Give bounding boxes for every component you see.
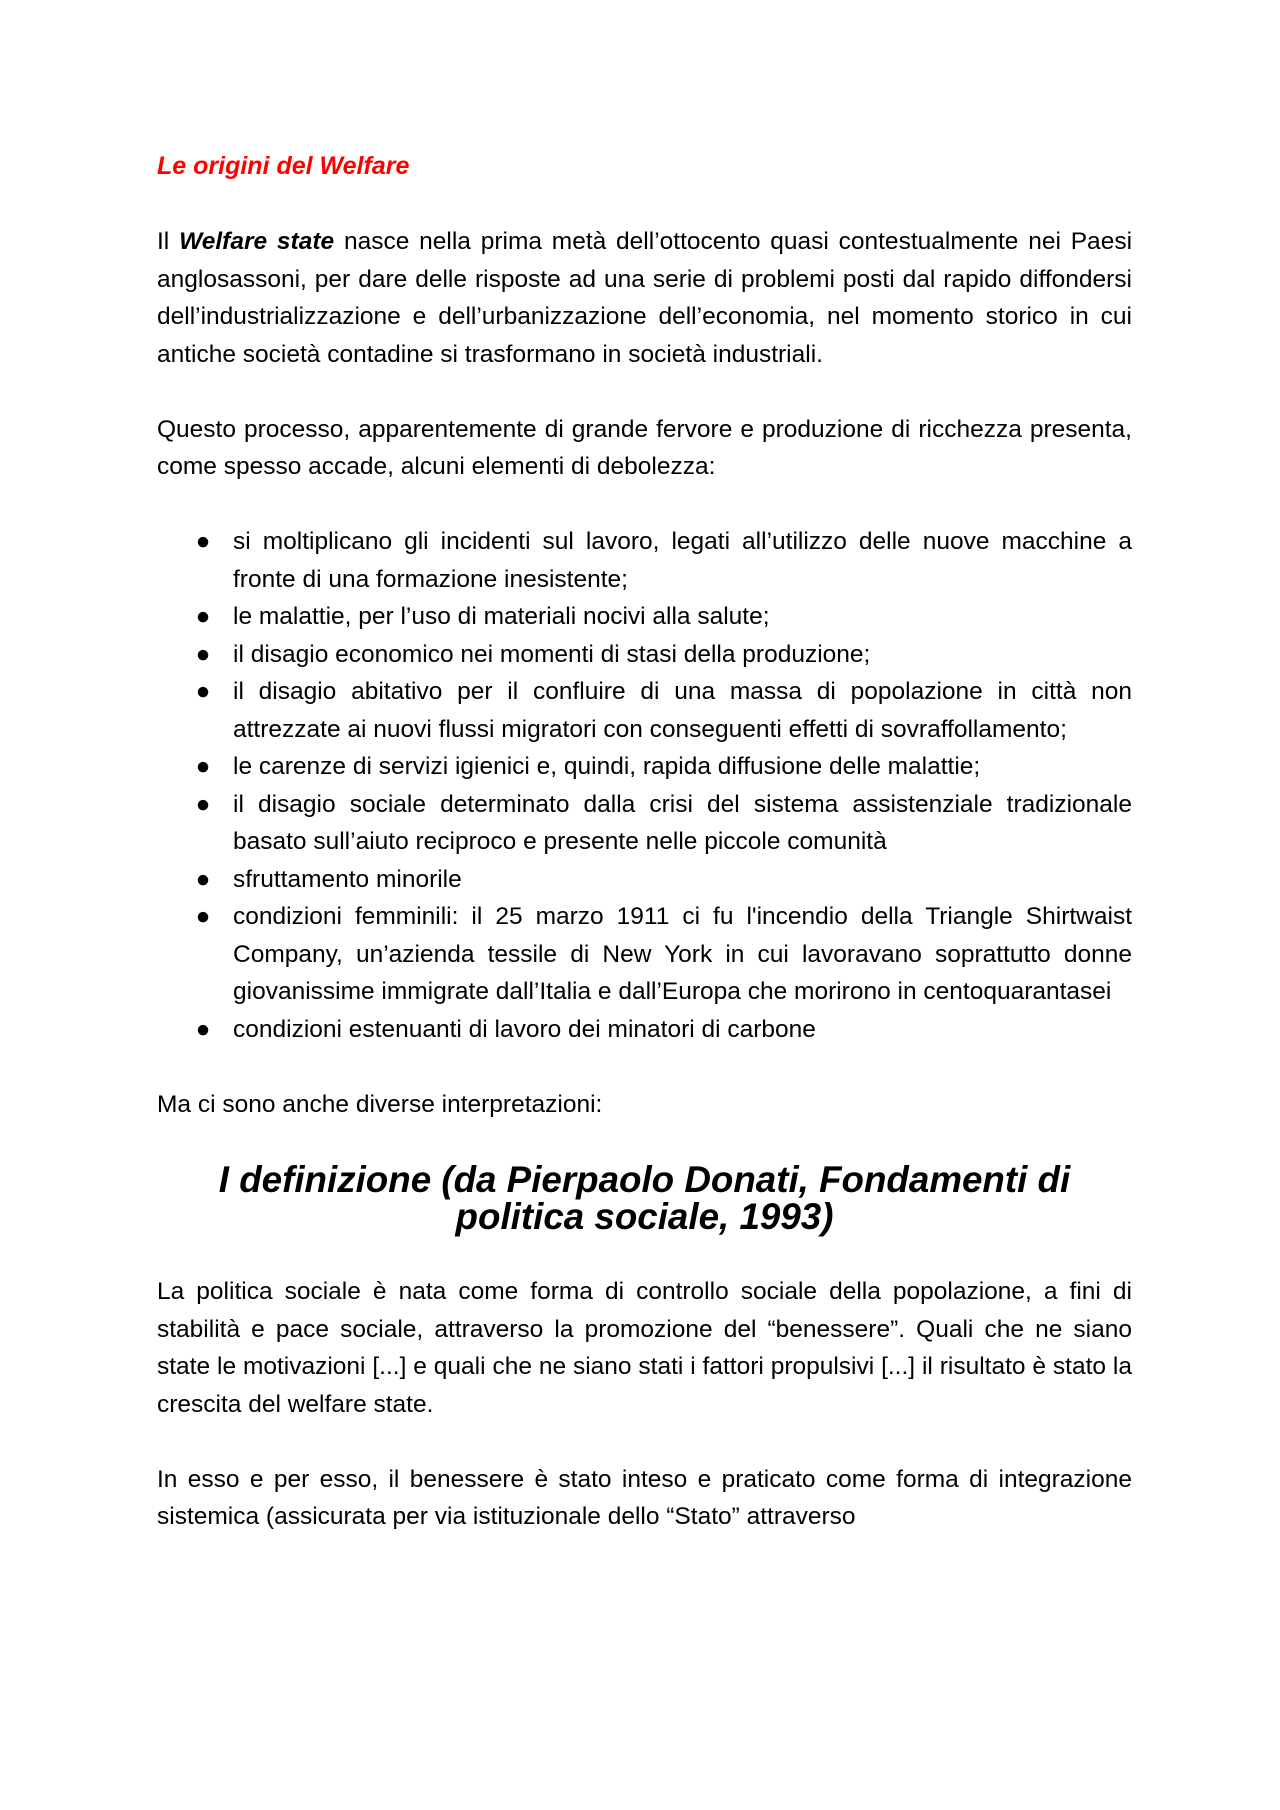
list-item-text: condizioni femminili: il 25 marzo 1911 ci fu l'incendio della Triangle Shirtwaist Company, un’azienda tessile di New York in cui lavoravano soprattutto donne giovanissime immigrate dall’Italia e dall’Europa che morirono in centoquarantasei	[233, 903, 1132, 1005]
intro-paragraph	[157, 223, 1132, 373]
document-page	[157, 148, 1132, 1536]
list-item	[157, 598, 1132, 636]
bullet-icon: ●	[195, 640, 211, 668]
intro-after: nasce nella prima metà dell’ottocento quasi contestualmente nei Paesi anglosassoni, per dare delle risposte ad una serie di problemi posti dal rapido diffondersi dell’industrializzazione e dell’urbanizzazione dell’economia, nel momento storico in cui antiche società contadine si trasformano in società industriali.	[157, 228, 1133, 368]
list-item	[157, 786, 1132, 861]
list-item-text: si moltiplicano gli incidenti sul lavoro, legati all’utilizzo delle nuove macchine a fronte di una formazione inesistente;	[233, 528, 1132, 593]
definition-heading: I definizione (da Pierpaolo Donati, Fondamenti di politica sociale, 1993)	[218, 1158, 1071, 1237]
bullet-icon: ●	[195, 528, 211, 555]
list-item	[157, 1011, 1132, 1049]
list-item	[157, 861, 1132, 899]
bullet-icon: ●	[195, 903, 211, 930]
list-item-text: sfruttamento minorile	[233, 865, 462, 893]
process-paragraph: Questo processo, apparentemente di grande fervore e produzione di ricchezza presenta, come spesso accade, alcuni elementi di debolezza:	[157, 415, 1132, 480]
interpretations-intro: Ma ci sono anche diverse interpretazioni:	[157, 1090, 603, 1118]
list-item-text: le malattie, per l’uso di materiali nocivi alla salute;	[233, 603, 770, 630]
weaknesses-list	[157, 523, 1132, 1048]
list-item-text: il disagio abitativo per il confluire di una massa di popolazione in città non attrezzate ai nuovi flussi migratori con conseguenti effetti di sovraffollamento;	[233, 678, 1132, 743]
list-item	[157, 523, 1132, 598]
bullet-icon: ●	[195, 678, 211, 705]
list-item-text: le carenze di servizi igienici e, quindi, rapida diffusione delle malattie;	[233, 753, 981, 780]
intro-before: Il	[157, 228, 180, 255]
list-item	[157, 636, 1132, 674]
list-item	[157, 898, 1132, 1011]
list-item	[157, 673, 1132, 748]
page-title: Le origini del Welfare	[157, 152, 410, 180]
bullet-icon: ●	[195, 603, 211, 630]
list-item-text: il disagio economico nei momenti di stasi della produzione;	[233, 640, 871, 668]
bullet-icon: ●	[195, 790, 211, 818]
list-item-text: il disagio sociale determinato dalla crisi del sistema assistenziale tradizionale basato sull’aiuto reciproco e presente nelle piccole comunità	[233, 790, 1132, 855]
list-item-text: condizioni estenuanti di lavoro dei minatori di carbone	[233, 1015, 816, 1043]
list-item	[157, 748, 1132, 786]
bullet-icon: ●	[195, 753, 211, 780]
welfare-state-term: Welfare state	[179, 228, 335, 255]
definition-paragraph-1: La politica sociale è nata come forma di controllo sociale della popolazione, a fini di stabilità e pace sociale, attraverso la promozione del “benessere”. Quali che ne siano state le motivazioni [...] e quali che ne siano stati i fattori propulsivi [...] il risultato è stato la crescita del welfare state.	[157, 1278, 1132, 1418]
bullet-icon: ●	[195, 1015, 211, 1043]
bullet-icon: ●	[195, 865, 211, 893]
definition-paragraph-2: In esso e per esso, il benessere è stato inteso e praticato come forma di integrazione sistemica (assicurata per via istituzionale dello “Stato” attraverso	[157, 1465, 1132, 1530]
